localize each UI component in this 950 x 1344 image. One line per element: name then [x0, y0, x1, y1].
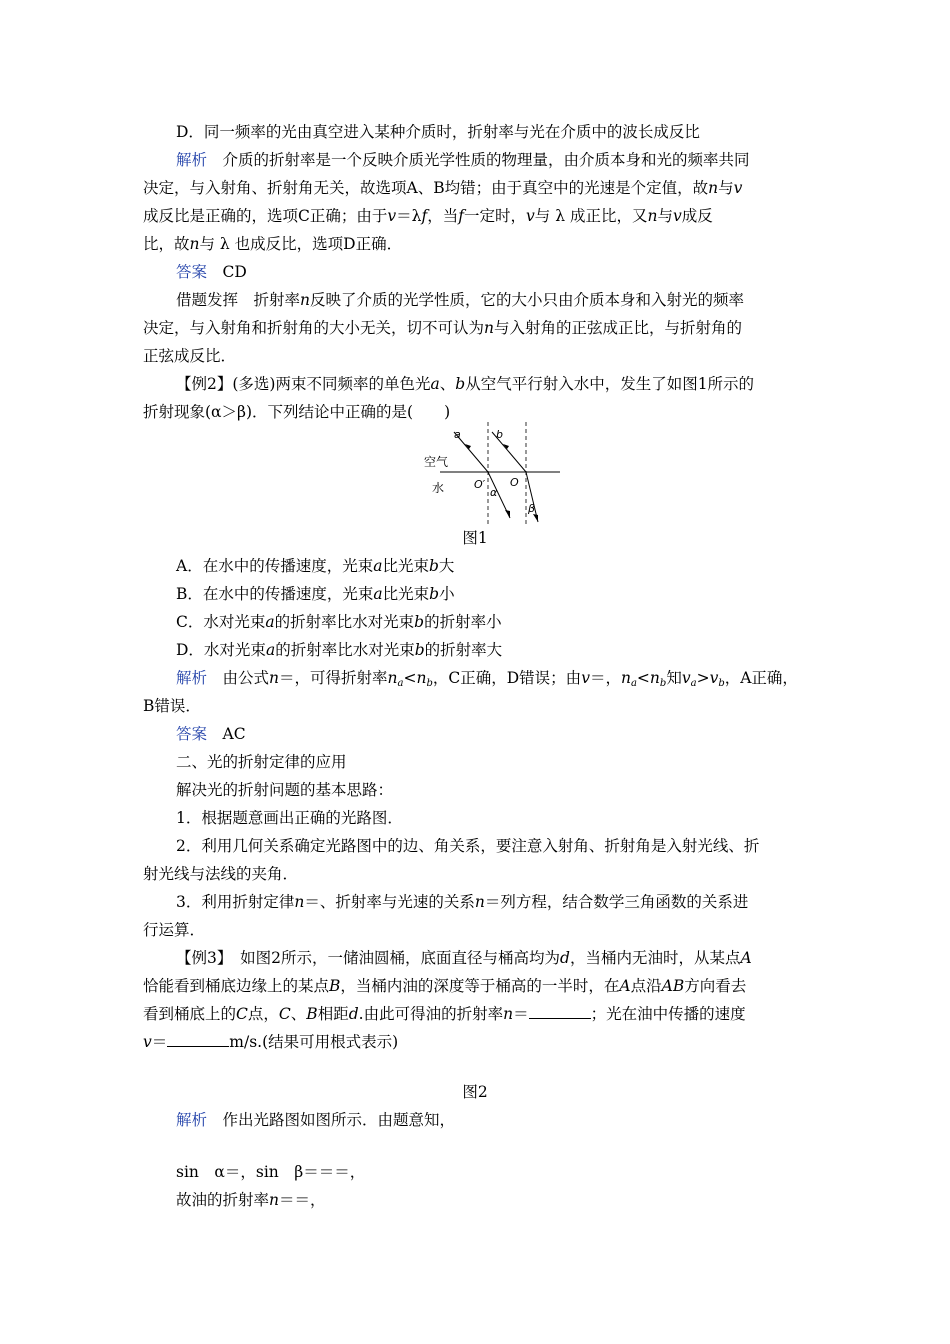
- option-d-prev: D．同一频率的光由真空进入某种介质时，折射率与光在介质中的波长成反比: [176, 123, 700, 141]
- example-3-line-2: 恰能看到桶底边缘上的某点B，当桶内油的深度等于桶高的一半时，在A点沿AB方向看去: [143, 977, 747, 995]
- ray-b-refracted-arrow: [533, 514, 538, 522]
- ray-b-label: b: [496, 428, 503, 441]
- angle-beta: β: [528, 502, 536, 515]
- example-3-line-1: 【例3】 如图2所示，一储油圆桶，底面直径与桶高均为d，当桶内无油时，从某点A: [176, 949, 752, 967]
- analysis-1-line-2: 决定，与入射角、折射角无关，故选项A、B均错；由于真空中的光速是个定值，故n与v: [143, 179, 743, 197]
- analysis-label: 解析: [176, 151, 208, 169]
- answer-2: [176, 724, 246, 744]
- angle-alpha: α: [490, 486, 498, 499]
- step-3-line-1: 3．利用折射定律n＝、折射率与光速的关系n＝列方程，结合数学三角函数的关系进: [176, 893, 749, 911]
- tip-line-2: 决定，与入射角和折射角的大小无关，切不可认为n与入射角的正弦成正比，与折射角的: [143, 319, 743, 337]
- analysis-3-line-2: sin α＝，sin β＝＝＝，: [176, 1163, 366, 1181]
- step-2-line-2: 射光线与法线的夹角．: [143, 865, 299, 883]
- water-label: 水: [432, 481, 445, 495]
- air-label: 空气: [424, 455, 449, 469]
- answer-value: CD: [222, 263, 247, 281]
- analysis-label: 解析: [176, 1111, 208, 1129]
- step-1: 1．根据题意画出正确的光路图．: [176, 809, 403, 827]
- answer-label: 答案: [176, 725, 208, 743]
- example-2-line-2: 折射现象(α＞β)．下列结论中正确的是( ): [143, 403, 451, 421]
- section-2-intro: 解决光的折射问题的基本思路：: [176, 781, 394, 799]
- ray-a-refracted-arrow: [505, 510, 510, 518]
- point-o: O: [510, 476, 519, 489]
- example-2-line-1: 【例2】(多选)两束不同频率的单色光a、b从空气平行射入水中，发生了如图1所示的: [176, 375, 755, 393]
- tip-line-3: 正弦成反比．: [143, 347, 237, 365]
- figure-1-refraction-diagram: [418, 420, 568, 528]
- section-2-title: 二、光的折射定律的应用: [176, 753, 347, 771]
- option-b: B．在水中的传播速度，光束a比光束b小: [176, 585, 455, 603]
- example-3-line-3: 看到桶底上的C点，C、B相距d.由此可得油的折射率n＝ ；光在油中传播的速度: [143, 1005, 746, 1023]
- example-3-line-4: v＝ m/s.(结果可用根式表示): [143, 1033, 399, 1051]
- option-a: A．在水中的传播速度，光束a比光束b大: [176, 557, 455, 575]
- ray-a-label: a: [454, 428, 461, 441]
- analysis-1-line-3: 成反比是正确的，选项C正确；由于v＝λf，当f一定时，v与 λ 成正比，又n与v成反: [143, 207, 713, 225]
- option-c: C．水对光束a的折射率比水对光束b的折射率小: [176, 613, 502, 631]
- answer-1: [176, 262, 247, 282]
- tip-line-1: 借题发挥 折射率n反映了介质的光学性质，它的大小只由介质本身和入射光的频率: [176, 291, 745, 309]
- example-tag: 【例3】: [176, 949, 225, 967]
- analysis-2-line-2: B错误．: [143, 697, 201, 715]
- example-tag: 【例2】: [176, 375, 233, 393]
- answer-blank-n[interactable]: [529, 1004, 591, 1019]
- analysis-3-line-1: 解析 作出光路图如图所示．由题意知，: [176, 1111, 456, 1129]
- figure-1-caption: 图1: [462, 529, 488, 547]
- answer-value: AC: [222, 725, 246, 743]
- option-d: D．水对光束a的折射率比水对光束b的折射率大: [176, 641, 503, 659]
- answer-label: 答案: [176, 263, 208, 281]
- figure-2-caption: 图2: [462, 1083, 488, 1101]
- answer-blank-v[interactable]: [167, 1032, 229, 1047]
- step-3-line-2: 行运算．: [143, 921, 206, 939]
- analysis-1-line-1: 解析 介质的折射率是一个反映介质光学性质的物理量，由介质本身和光的频率共同: [176, 151, 750, 169]
- step-2-line-1: 2．利用几何关系确定光路图中的边、角关系，要注意入射角、折射角是入射光线、折: [176, 837, 760, 855]
- point-o-prime: O′: [474, 478, 486, 491]
- analysis-3-line-3: 故油的折射率n＝＝，: [176, 1191, 326, 1209]
- analysis-2-line-1: 解析 由公式n＝，可得折射率na<nb，C正确，D错误；由v＝，na<nb知va>vb，A正确，: [176, 669, 798, 689]
- analysis-1-line-4: 比，故n与 λ 也成反比，选项D正确．: [143, 235, 403, 253]
- analysis-label: 解析: [176, 669, 208, 687]
